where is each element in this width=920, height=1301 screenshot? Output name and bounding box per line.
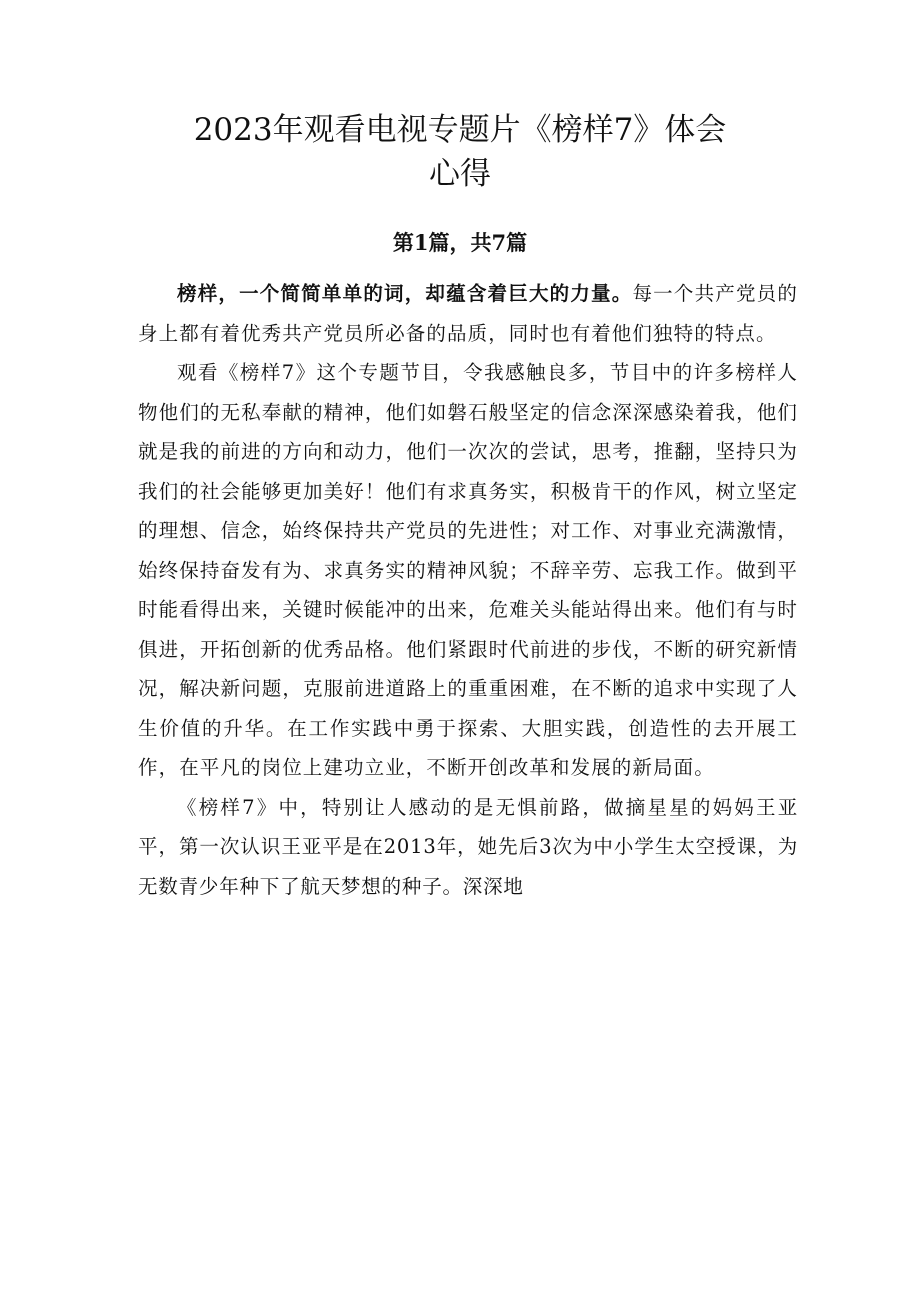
paragraph-2	[138, 353, 798, 788]
paragraph-3	[138, 788, 798, 907]
paragraph-2-text: 观看《榜样7》这个专题节目，令我感触良多，节目中的许多榜样人物他们的无私奉献的精神，他们如磐石般坚定的信念深深感染着我，他们就是我的前进的方向和动力，他们一次次的尝试，思考，推翻，坚持只为我们的社会能够更加美好！他们有求真务实，积极肯干的作风，树立坚定的理想、信念，始终保持共产党员的先进性；对工作、对事业充满激情，始终保持奋发有为、求真务实的精神风貌；不辞辛劳、忘我工作。做到平时能看得出来，关键时候能冲的出来，危难关头能站得出来。他们有与时俱进，开拓创新的优秀品格。他们紧跟时代前进的步伐，不断的研究新情况，解决新问题，克服前进道路上的重重困难，在不断的追求中实现了人生价值的升华。在工作实践中勇于探索、大胆实践，创造性的去开展工作，在平凡的岗位上建功立业，不断开创改革和发展的新局面。	[138, 361, 798, 779]
article-count-subtitle: 第1篇，共7篇	[392, 230, 528, 255]
title-line-2: 心得	[429, 156, 491, 192]
paragraph-3-text: 《榜样7》中，特别让人感动的是无惧前路，做摘星星的妈妈王亚平，第一次认识王亚平是在2013年，她先后3次为中小学生太空授课，为无数青少年种下了航天梦想的种子。深深地	[138, 795, 798, 898]
paragraph-1-lead: 榜样，一个简简单单的词，却蕴含着巨大的力量。	[177, 282, 633, 305]
paragraph-1	[138, 274, 798, 353]
paragraph-1-text: 每一个共产党员的身上都有着优秀共产党员所必备的品质，同时也有着他们独特的特点。	[138, 282, 798, 345]
document-body	[138, 274, 798, 906]
title-line-1: 2023年观看电视专题片《榜样7》体会	[193, 112, 727, 148]
document-title	[120, 108, 800, 196]
